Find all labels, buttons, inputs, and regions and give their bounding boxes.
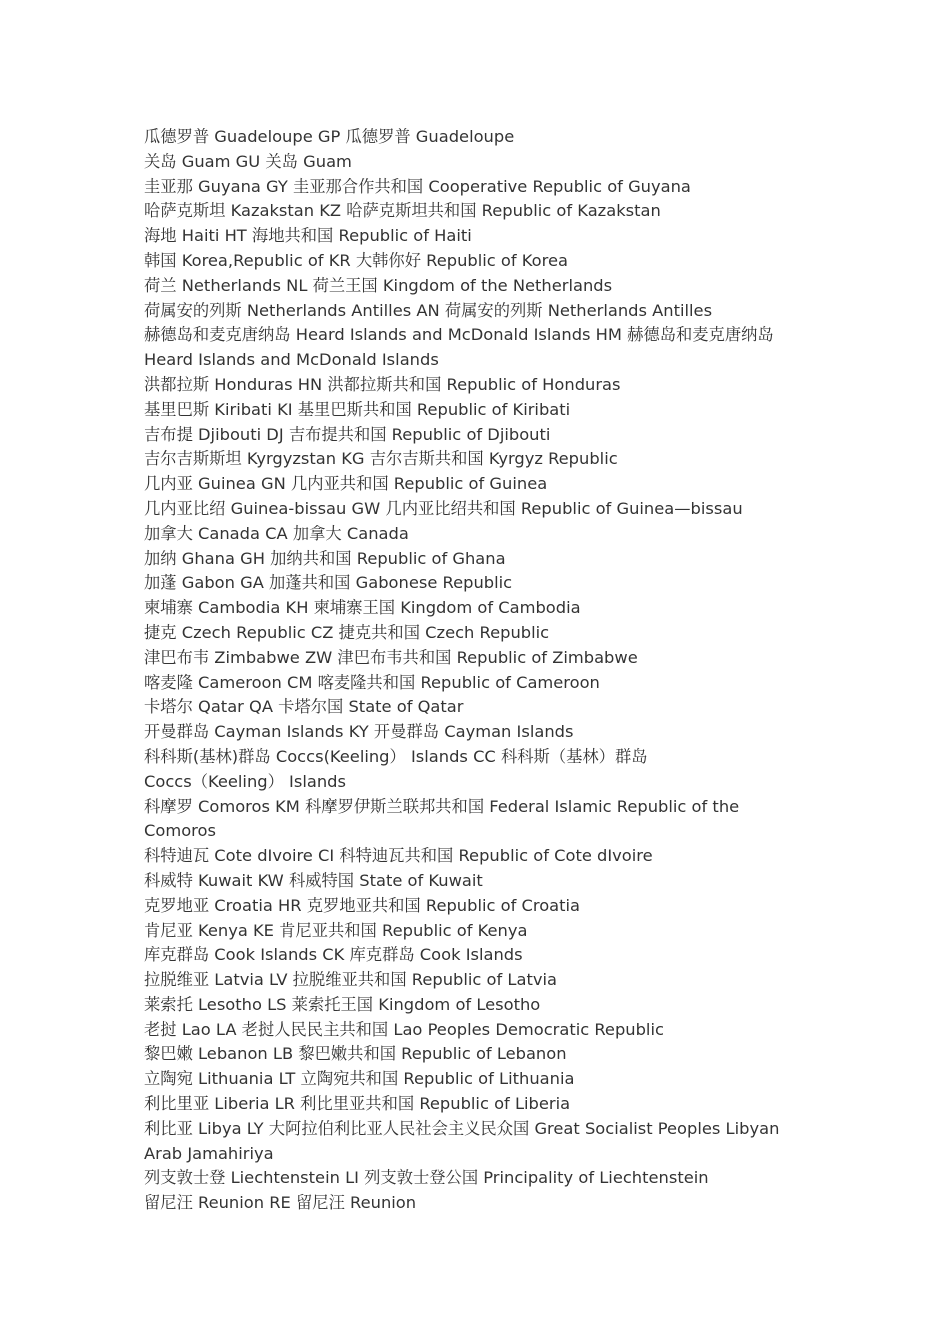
country-entry: 立陶宛 Lithuania LT 立陶宛共和国 Republic of Lithuania [144, 1069, 575, 1089]
country-entry: 捷克 Czech Republic CZ 捷克共和国 Czech Republic [144, 622, 550, 642]
country-entry: 科威特 Kuwait KW 科威特国 State of Kuwait [144, 870, 483, 890]
country-entry: 科科斯(基林)群岛 Coccs(Keeling） Islands CC 科科斯（基林）群岛 Coccs（Keeling） Islands [144, 746, 648, 791]
country-entry: 关岛 Guam GU 关岛 Guam [144, 151, 352, 171]
country-entry: 吉布提 Djibouti DJ 吉布提共和国 Republic of Djibouti [144, 424, 551, 444]
country-entry: 利比里亚 Liberia LR 利比里亚共和国 Republic of Liberia [144, 1094, 571, 1114]
country-entry: 基里巴斯 Kiribati KI 基里巴斯共和国 Republic of Kiribati [144, 399, 571, 419]
country-entry: 荷属安的列斯 Netherlands Antilles AN 荷属安的列斯 Netherlands Antilles [144, 300, 713, 320]
country-entry: 哈萨克斯坦 Kazakstan KZ 哈萨克斯坦共和国 Republic of Kazakstan [144, 201, 661, 221]
country-entry: 瓜德罗普 Guadeloupe GP 瓜德罗普 Guadeloupe [144, 127, 515, 146]
country-entry: 柬埔寨 Cambodia KH 柬埔寨王国 Kingdom of Cambodia [144, 598, 581, 618]
country-entry: 黎巴嫩 Lebanon LB 黎巴嫩共和国 Republic of Lebanon [144, 1044, 567, 1064]
country-entry: 吉尔吉斯斯坦 Kyrgyzstan KG 吉尔吉斯共和国 Kyrgyz Republic [144, 449, 618, 469]
country-entry: 荷兰 Netherlands NL 荷兰王国 Kingdom of the Netherlands [144, 275, 613, 295]
country-entry: 喀麦隆 Cameroon CM 喀麦隆共和国 Republic of Cameroon [144, 672, 600, 692]
country-entry: 开曼群岛 Cayman Islands KY 开曼群岛 Cayman Islands [144, 722, 574, 742]
country-entry: 韩国 Korea,Republic of KR 大韩你好 Republic of Korea [144, 250, 568, 270]
country-entry: 肯尼亚 Kenya KE 肯尼亚共和国 Republic of Kenya [144, 920, 528, 940]
country-entry: 科摩罗 Comoros KM 科摩罗伊斯兰联邦共和国 Federal Islamic Republic of the Comoros [144, 796, 740, 841]
country-entry: 津巴布韦 Zimbabwe ZW 津巴布韦共和国 Republic of Zimbabwe [144, 647, 638, 667]
country-entry: 拉脱维亚 Latvia LV 拉脱维亚共和国 Republic of Latvia [144, 970, 557, 990]
country-entry: 赫德岛和麦克唐纳岛 Heard Islands and McDonald Islands HM 赫德岛和麦克唐纳岛 Heard Islands and McDonald Islands [144, 325, 774, 370]
country-entry: 科特迪瓦 Cote dIvoire CI 科特迪瓦共和国 Republic of Cote dIvoire [144, 846, 653, 866]
country-entry: 几内亚 Guinea GN 几内亚共和国 Republic of Guinea [144, 474, 548, 494]
country-entry: 圭亚那 Guyana GY 圭亚那合作共和国 Cooperative Republic of Guyana [144, 176, 691, 196]
country-entry: 加纳 Ghana GH 加纳共和国 Republic of Ghana [144, 548, 506, 568]
country-entry: 库克群岛 Cook Islands CK 库克群岛 Cook Islands [144, 945, 523, 965]
country-list [144, 125, 809, 1216]
country-entry: 留尼汪 Reunion RE 留尼汪 Reunion [144, 1193, 417, 1213]
country-entry: 列支敦士登 Liechtenstein LI 列支敦士登公国 Principality of Liechtenstein [144, 1168, 709, 1188]
country-entry: 莱索托 Lesotho LS 莱索托王国 Kingdom of Lesotho [144, 994, 541, 1014]
country-entry: 洪都拉斯 Honduras HN 洪都拉斯共和国 Republic of Honduras [144, 374, 621, 394]
country-entry: 几内亚比绍 Guinea-bissau GW 几内亚比绍共和国 Republic of Guinea—bissau [144, 498, 743, 518]
country-entry: 利比亚 Libya LY 大阿拉伯利比亚人民社会主义民众国 Great Socialist Peoples Libyan Arab Jamahiriya [144, 1118, 780, 1163]
country-entry: 海地 Haiti HT 海地共和国 Republic of Haiti [144, 226, 472, 246]
country-entry: 克罗地亚 Croatia HR 克罗地亚共和国 Republic of Croatia [144, 895, 581, 915]
country-entry: 卡塔尔 Qatar QA 卡塔尔国 State of Qatar [144, 697, 464, 717]
country-entry: 加拿大 Canada CA 加拿大 Canada [144, 523, 409, 543]
country-entry: 加蓬 Gabon GA 加蓬共和国 Gabonese Republic [144, 573, 513, 593]
country-entry: 老挝 Lao LA 老挝人民民主共和国 Lao Peoples Democratic Republic [144, 1019, 664, 1039]
